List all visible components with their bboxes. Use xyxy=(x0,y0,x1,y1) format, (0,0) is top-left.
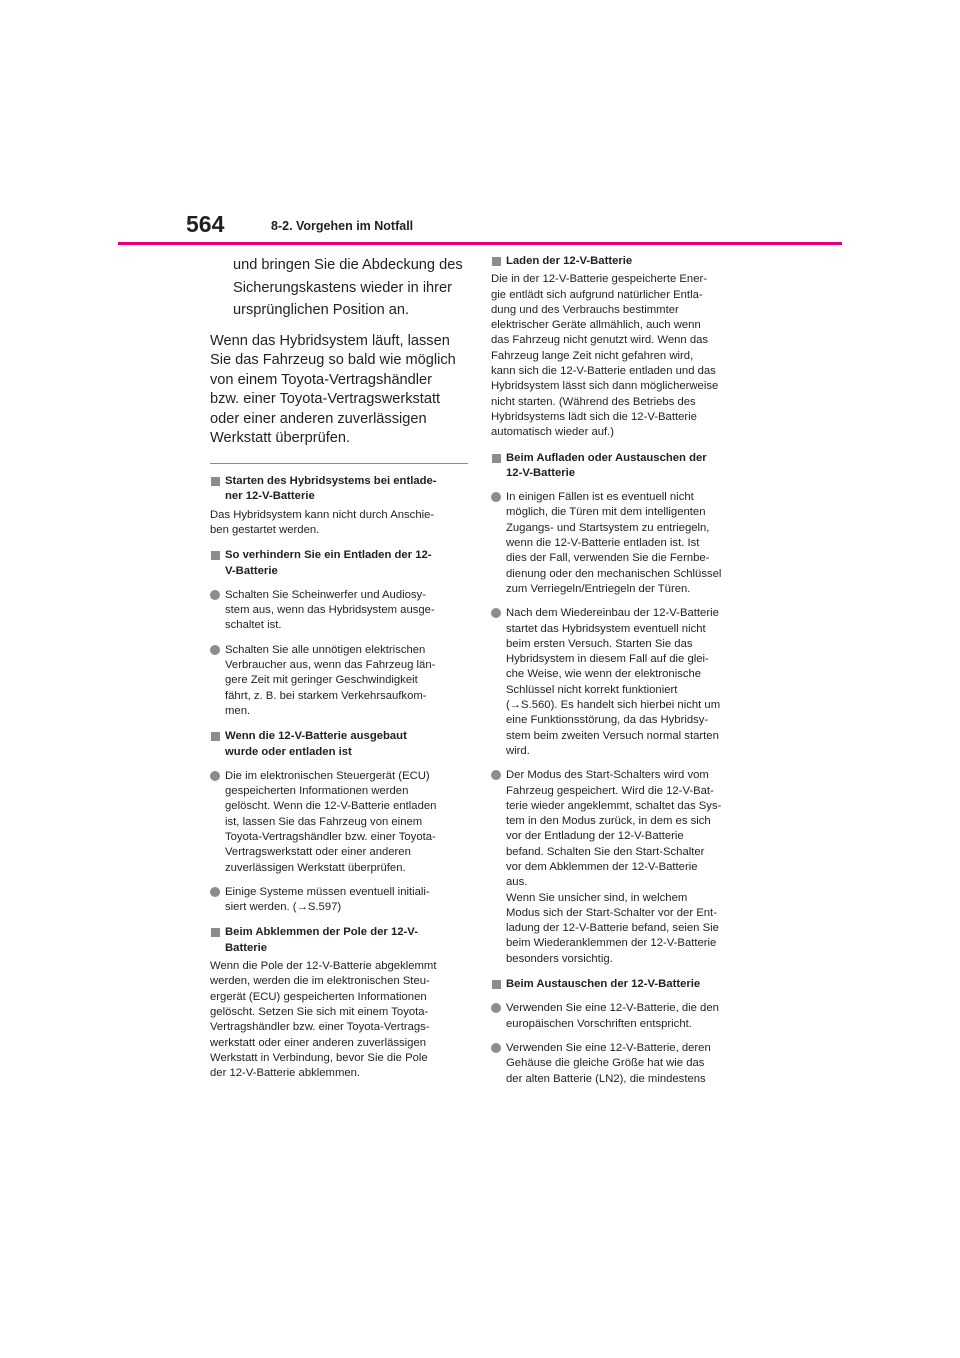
section-divider xyxy=(210,463,468,464)
round-bullet-icon xyxy=(210,887,220,897)
list-item-text: Einige Systeme müssen eventuell initiali- siert werden. (→S.597) xyxy=(225,885,430,914)
subheading-text: Beim Austauschen der 12-V-Batterie xyxy=(506,978,701,991)
page-number: 564 xyxy=(186,211,225,237)
list-item-text: Verwenden Sie eine 12-V-Batterie, die den europäischen Vorschriften entspricht. xyxy=(506,1002,719,1030)
list-item-text: Schalten Sie Scheinwerfer und Audiosy- stem aus, wenn das Hybridsystem ausge- schaltet ist. xyxy=(225,588,435,632)
square-bullet-icon xyxy=(211,732,220,741)
paragraph: Wenn die Pole der 12-V-Batterie abgeklemmt werden, werden die im elektronischen Steu- ergerät (ECU) gespeicherten Informationen gelöscht. Setzen Sie sich mit einem Toyota- Vertragshändler bzw. einer Toyota-Vertrags- werkstatt oder einer anderen zuverlässigen Werkstatt in Verbindung, bevor Sie die Pole der 12-V-Batterie abklemmen. xyxy=(210,960,437,1080)
square-bullet-icon xyxy=(492,454,501,463)
list-item xyxy=(210,885,468,916)
square-bullet-icon xyxy=(211,551,220,560)
list-item xyxy=(210,769,468,876)
subheading-text: Laden der 12-V-Batterie xyxy=(506,255,633,267)
list-item xyxy=(491,606,751,759)
round-bullet-icon xyxy=(491,1043,501,1053)
page-header xyxy=(0,0,960,250)
header-divider xyxy=(118,242,842,245)
round-bullet-icon xyxy=(491,608,501,618)
list-item-text: Nach dem Wiedereinbau der 12-V-Batterie startet das Hybridsystem eventuell nicht beim ersten Versuch. Starten Sie das Hybridsystem in diesem Fall auf die glei- che Weise, wie wenn der elektronische Schlüssel nicht korrekt funktioniert (→S.560). Es handelt sich hierbei nicht um eine Funktionsstörung, da das Hybridsy- stem beim zweiten Versuch normal starten wird. xyxy=(506,607,721,757)
square-bullet-icon xyxy=(492,257,501,266)
subheading-battery-removed xyxy=(210,729,468,760)
left-column xyxy=(210,254,468,1081)
list-item-text: In einigen Fällen ist es eventuell nicht möglich, die Türen mit dem intelligenten Zugangs- und Startsystem zu entriegeln, wenn die 12-V-Batterie entladen ist. Ist dies der Fall, verwenden Sie die Fernbe- dienung oder den mechanischen Schlüssel zum Verriegeln/Entriegeln der Türen. xyxy=(506,491,722,595)
section-title: 8-2. Vorgehen im Notfall xyxy=(271,219,414,233)
step-continuation: und bringen Sie die Abdeckung des Sicherungskastens wieder in ihrer ursprünglichen Position an. xyxy=(233,257,463,318)
main-instruction: Wenn das Hybridsystem läuft, lassen Sie das Fahrzeug so bald wie möglich von einem Toyota-Vertragshändler bzw. einer Toyota-Vertragswerkstatt oder einer anderen zuverlässigen Werkstatt überprüfen. xyxy=(210,332,456,447)
round-bullet-icon xyxy=(491,770,501,780)
list-item xyxy=(491,490,751,597)
subheading-start-discharged xyxy=(210,474,468,505)
list-item xyxy=(491,1041,751,1087)
subheading-text: Beim Abklemmen der Pole der 12-V- Batterie xyxy=(225,926,418,954)
subheading-text: Wenn die 12-V-Batterie ausgebaut wurde oder entladen ist xyxy=(225,730,407,758)
subheading-replacing xyxy=(491,977,751,992)
subheading-text: So verhindern Sie ein Entladen der 12- V-Batterie xyxy=(225,549,432,577)
list-item xyxy=(491,768,751,967)
round-bullet-icon xyxy=(210,590,220,600)
subheading-prevent-discharge xyxy=(210,548,468,579)
subheading-disconnect-poles xyxy=(210,925,468,956)
subheading-text: Beim Aufladen oder Austauschen der 12-V-Batterie xyxy=(506,451,707,479)
square-bullet-icon xyxy=(211,477,220,486)
paragraph: Das Hybridsystem kann nicht durch Anschie- ben gestartet werden. xyxy=(210,508,435,536)
round-bullet-icon xyxy=(491,1003,501,1013)
round-bullet-icon xyxy=(491,492,501,502)
list-item xyxy=(491,1001,751,1032)
right-column xyxy=(491,254,751,1087)
square-bullet-icon xyxy=(211,928,220,937)
list-item-text: Schalten Sie alle unnötigen elektrischen Verbraucher aus, wenn das Fahrzeug län- gere Zeit mit geringer Geschwindigkeit fährt, z. B. bei starkem Verkehrsaufkom- men. xyxy=(225,643,436,717)
round-bullet-icon xyxy=(210,771,220,781)
list-item-text: Der Modus des Start-Schalters wird vom Fahrzeug gespeichert. Wird die 12-V-Bat- terie wieder angeklemmt, schaltet das Sys- tem in den Modus zurück, in dem es sich vor der Entladung der 12-V-Batterie befand. Schalten Sie den Start-Schalter vor dem Abklemmen der 12-V-Batterie aus. Wenn Sie unsicher sind, in welchem Modus sich der Start-Schalter vor der Ent- ladung der 12-V-Batterie befand, seien Sie beim Wiederanklemmen der 12-V-Batterie besonders vorsichtig. xyxy=(506,769,722,965)
paragraph: Die in der 12-V-Batterie gespeicherte Ener- gie entlädt sich aufgrund natürlicher Entla- dung und des Verbrauchs bestimmter elektrischer Geräte allmählich, auch wenn das Fahrzeug nicht genutzt wird. Wenn das Fahrzeug lange Zeit nicht gefahren wird, kann sich die 12-V-Batterie entladen und das Hybridsystem lässt sich dann möglicherweise nicht starten. (Während des Betriebs des Hybridsystems lädt sich die 12-V-Batterie automatisch wieder auf.) xyxy=(491,273,719,439)
list-item-text: Verwenden Sie eine 12-V-Batterie, deren Gehäuse die gleiche Größe hat wie das der alten Batterie (LN2), die mindestens xyxy=(506,1041,711,1085)
list-item xyxy=(210,643,468,719)
list-item-text: Die im elektronischen Steuergerät (ECU) gespeicherten Informationen werden gelöscht. Wenn die 12-V-Batterie entladen ist, lassen Sie das Fahrzeug von einem Toyota-Vertragshändler bzw. einer Toyota- Vertragswerkstatt oder einer anderen zuverlässigen Werkstatt überprüfen. xyxy=(225,769,437,874)
subheading-text: Starten des Hybridsystems bei entlade- ner 12-V-Batterie xyxy=(225,475,437,503)
round-bullet-icon xyxy=(210,645,220,655)
list-item xyxy=(210,588,468,634)
subheading-charge-replace xyxy=(491,451,751,482)
subheading-charging xyxy=(491,254,751,269)
square-bullet-icon xyxy=(492,980,501,989)
